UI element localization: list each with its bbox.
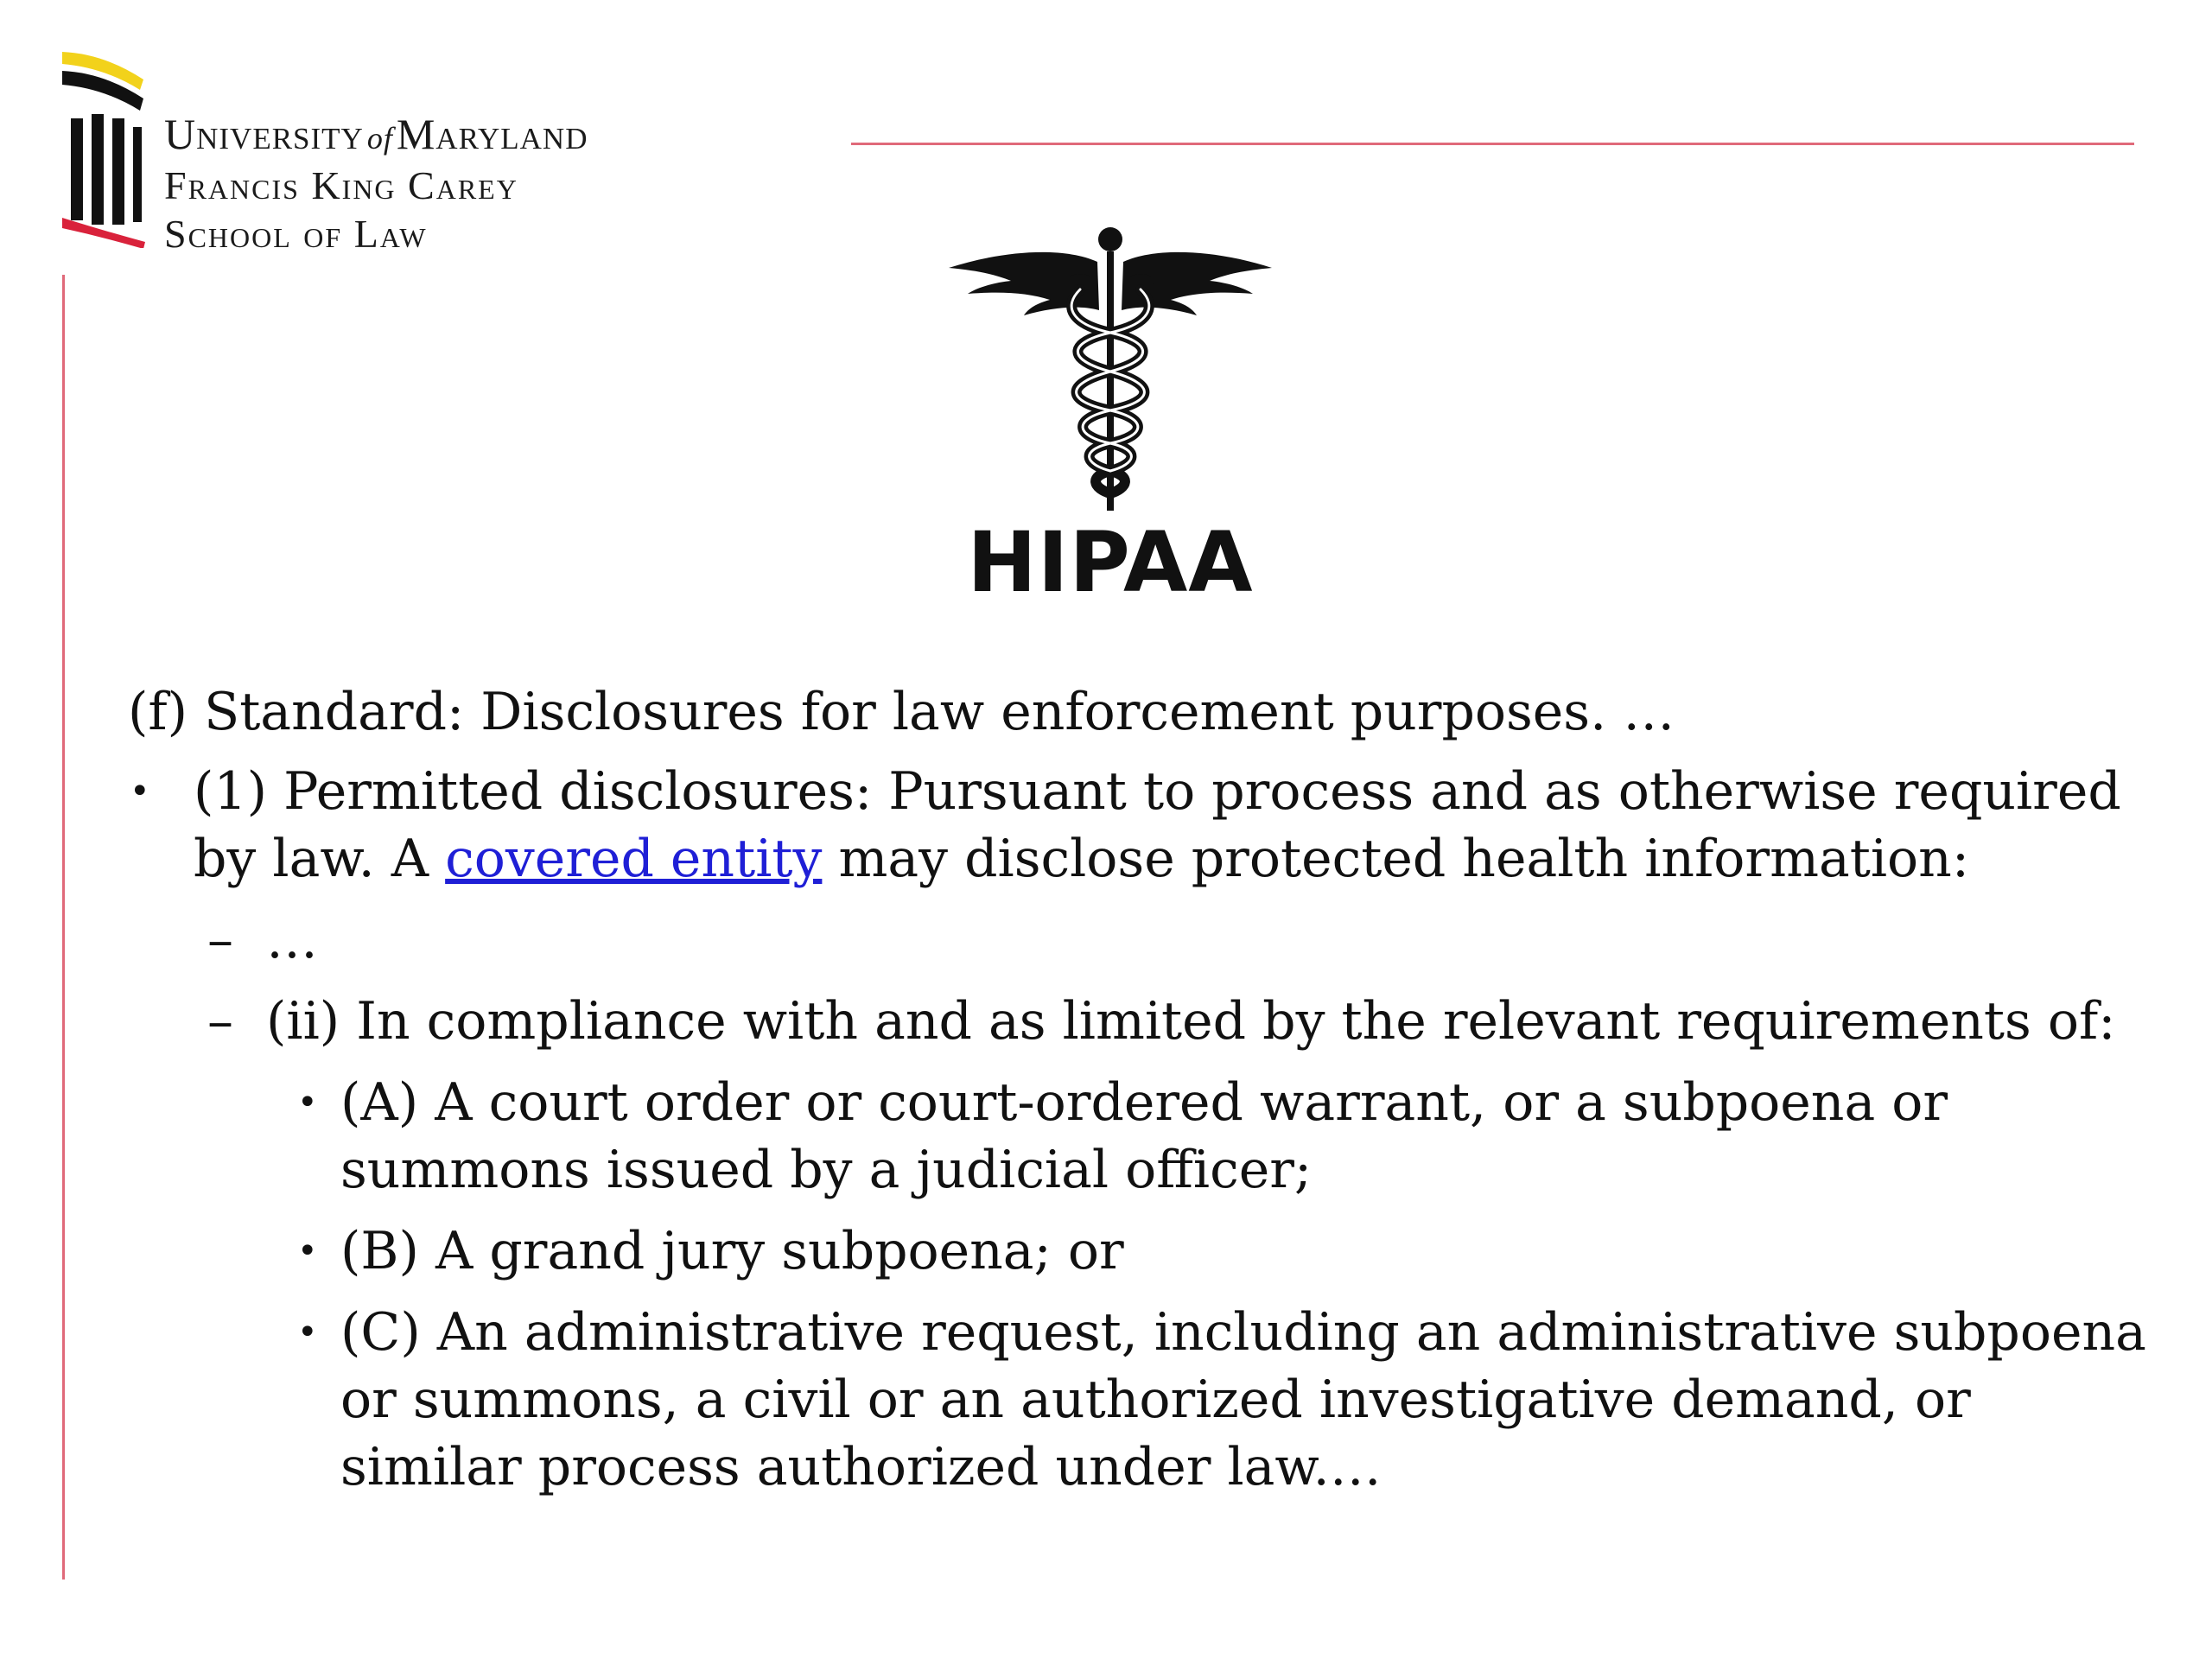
logo-line-school-of-law: School of Law [164,212,428,256]
logo-maryland-word: Maryland [396,110,588,158]
administrative-request-text: (C) An administrative request, including an administrative subpoena or summons, a civil or an authorized investigative demand, or similar process authorized under law.… [340,1302,2146,1497]
dash-marker: – [207,991,233,1052]
list-item-permitted-disclosures [128,758,2167,893]
ellipsis-text: … [266,910,318,970]
standard-heading: (f) Standard: Disclosures for law enforcement purposes. … [128,682,1675,742]
regulation-text [128,678,2167,1515]
left-margin-divider [62,275,65,1580]
logo-line-francis-king-carey: Francis King Carey [164,163,518,207]
university-logo-icon [60,45,147,248]
list-item-compliance [128,988,2167,1055]
bullet-marker: • [297,1313,318,1352]
grand-jury-text: (B) A grand jury subpoena; or [340,1221,1124,1281]
permitted-disclosures-text: (1) Permitted disclosures: Pursuant to process and as otherwise required by law. A [194,761,2121,889]
list-item-administrative-request [128,1299,2167,1501]
court-order-text: (A) A court order or court-ordered warrant, or a subpoena or summons issued by a judicial officer; [340,1072,1948,1200]
list-item-ellipsis [128,906,2167,974]
school-logo-text [164,112,588,263]
caduceus-icon [942,220,1279,514]
hipaa-title: HIPAA [967,514,1254,611]
header-divider [851,143,2134,145]
bullet-marker: • [297,1231,318,1271]
compliance-text: (ii) In compliance with and as limited by the relevant requirements of: [266,991,2116,1052]
logo-university-word: University [164,110,364,158]
logo-line-university [164,112,588,166]
list-item-grand-jury [128,1217,2167,1285]
dash-marker: – [207,910,233,970]
bullet-marker: • [297,1083,318,1122]
covered-entity-link[interactable]: covered entity [445,829,823,889]
bullet-marker: • [130,772,150,811]
list-item-court-order [128,1069,2167,1204]
permitted-disclosures-suffix: may disclose protected health information: [822,829,1970,889]
logo-of-word: of [366,121,393,156]
